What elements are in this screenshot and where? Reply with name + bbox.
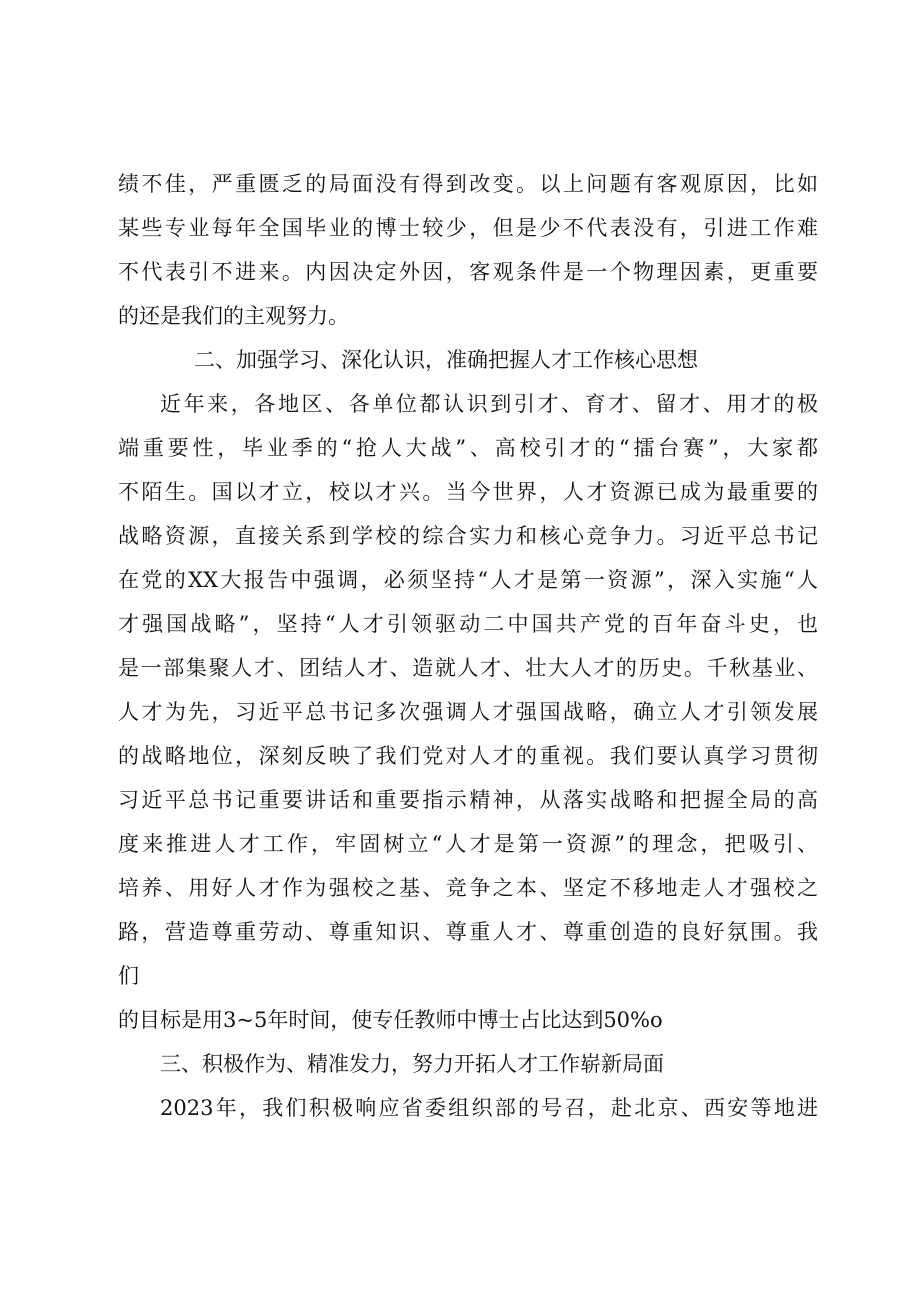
paragraph-line: 是一部集聚人才、团结人才、造就人才、壮大人才的历史。千秋基业、 xyxy=(118,656,818,680)
paragraph-line: 人才为先，习近平总书记多次强调人才强国战略，确立人才引领发展 xyxy=(118,700,818,724)
paragraph-line: 培养、用好人才作为强校之基、竞争之本、坚定不移地走人才强校之 xyxy=(118,876,818,900)
paragraph-line: 们 xyxy=(118,964,139,988)
paragraph-line: 路，营造尊重劳动、尊重知识、尊重人才、尊重创造的良好氛围。我 xyxy=(118,920,818,944)
paragraph-line: 习近平总书记重要讲话和重要指示精神，从落实战略和把握全局的高 xyxy=(118,788,818,812)
paragraph-line: 的战略地位，深刻反映了我们党对人才的重视。我们要认真学习贯彻 xyxy=(118,744,818,768)
paragraph-line: 某些专业每年全国毕业的博士较少，但是少不代表没有，引进工作难 xyxy=(118,216,818,240)
section-heading-3: 三、积极作为、精准发力，努力开拓人才工作崭新局面 xyxy=(160,1052,664,1076)
paragraph-line: 不陌生。国以才立，校以才兴。当今世界，人才资源已成为最重要的 xyxy=(118,480,818,504)
paragraph-line: 才强国战略”，坚持“人才引领驱动二中国共产党的百年奋斗史，也 xyxy=(118,612,818,636)
paragraph-line: 端重要性，毕业季的“抢人大战”、高校引才的“擂台赛”，大家都 xyxy=(118,436,818,460)
paragraph-line: 的目标是用3~5年时间，使专任教师中博士占比达到50%o xyxy=(118,1008,663,1032)
paragraph-line: 在党的XX大报告中强调，必须坚持“人才是第一资源”，深入实施“人 xyxy=(118,568,818,592)
paragraph-line: 战略资源，直接关系到学校的综合实力和核心竞争力。习近平总书记 xyxy=(118,524,818,548)
paragraph-line: 2023年，我们积极响应省委组织部的号召，赴北京、西安等地进 xyxy=(160,1096,818,1120)
section-heading-2: 二、加强学习、深化认识，准确把握人才工作核心思想 xyxy=(194,348,698,372)
paragraph-line: 的还是我们的主观努力。 xyxy=(118,304,349,328)
paragraph-line: 度来推进人才工作，牢固树立“人才是第一资源”的理念，把吸引、 xyxy=(118,832,818,856)
paragraph-line: 绩不佳，严重匮乏的局面没有得到改变。以上问题有客观原因，比如 xyxy=(118,172,818,196)
paragraph-line: 不代表引不进来。内因决定外因，客观条件是一个物理因素，更重要 xyxy=(118,260,818,284)
paragraph-line: 近年来，各地区、各单位都认识到引才、育才、留才、用才的极 xyxy=(160,392,818,416)
